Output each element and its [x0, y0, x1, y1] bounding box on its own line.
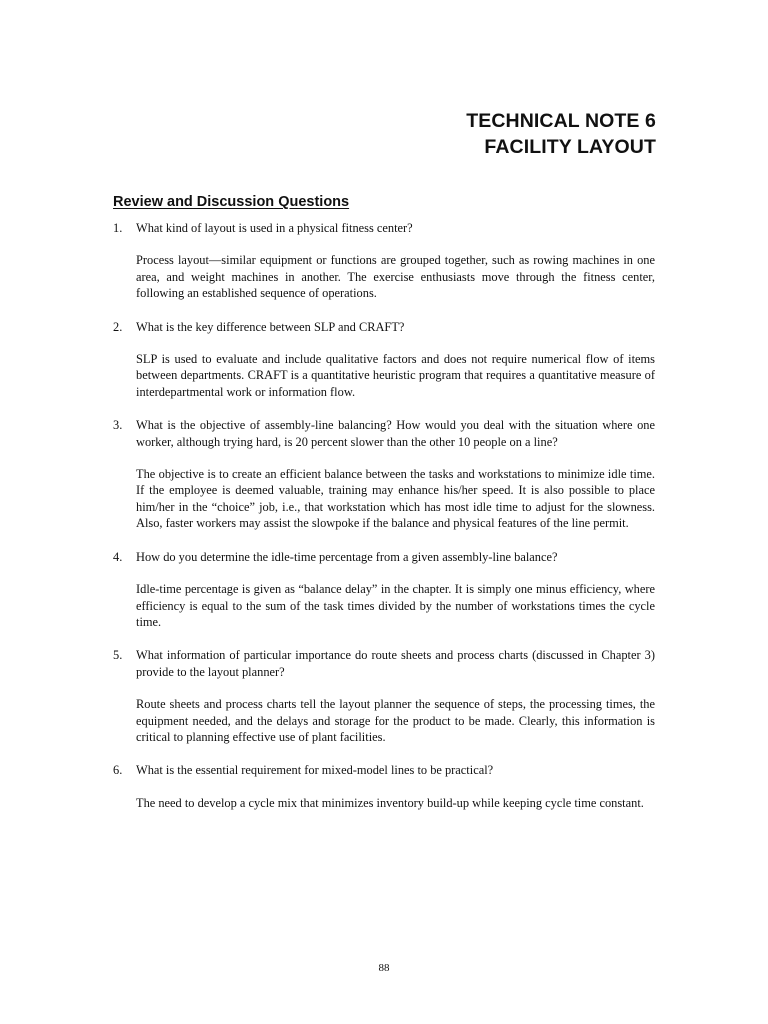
question-item — [113, 220, 655, 302]
answer-text: The objective is to create an efficient balance between the tasks and workstations to minimize idle time. If the employee is deemed valuable, training may enhance his/her speed. It is also possible to place him/her in the “choice” job, i.e., that workstation which has most idle time to adjust for the slowness. Also, faster workers may assist the slowpoke if the balance and physical features of the line permit. — [136, 467, 655, 531]
question-number: 4. — [113, 549, 123, 564]
question-item — [113, 549, 655, 631]
question-text: What is the essential requirement for mixed-model lines to be practical? — [136, 763, 494, 778]
question-item — [113, 647, 655, 745]
question-item — [113, 319, 655, 401]
chapter-subtitle: FACILITY LAYOUT — [484, 136, 656, 158]
answer-text: Idle-time percentage is given as “balance delay” in the chapter. It is simply one minus efficiency, where efficiency is equal to the sum of the task times divided by the number of workstations times the cycle time. — [136, 582, 655, 629]
question-list — [113, 220, 655, 828]
question-number: 5. — [113, 648, 123, 663]
question-text: What is the objective of assembly-line balancing? How would you deal with the situation where one worker, although trying hard, is 20 percent slower than the other 10 people on a line? — [136, 418, 655, 449]
answer-text: Process layout—similar equipment or functions are grouped together, such as rowing machines in one area, and weight machines in another. The exercise enthusiasts move through the fitness center, following an established sequence of operations. — [136, 253, 655, 301]
question-number: 3. — [113, 418, 123, 433]
question-text: How do you determine the idle-time percentage from a given assembly-line balance? — [136, 549, 558, 564]
page-number: 88 — [378, 962, 390, 974]
answer-text: SLP is used to evaluate and include qualitative factors and does not require numerical flow of items between departments. CRAFT is a quantitative heuristic program that requires a quantitative measure of interdepartmental work or information flow. — [136, 352, 655, 399]
answer-text: The need to develop a cycle mix that minimizes inventory build-up while keeping cycle time constant. — [136, 795, 644, 810]
question-number: 1. — [113, 221, 123, 235]
question-number: 6. — [113, 763, 123, 778]
question-item — [113, 762, 655, 811]
question-number: 2. — [113, 319, 123, 334]
answer-text: Route sheets and process charts tell the layout planner the sequence of steps, the processing times, the equipment needed, and the delays and storage for the product to be made. Clearly, this information is critical to planning effective use of plant facilities. — [136, 697, 655, 744]
question-text: What is the key difference between SLP and CRAFT? — [136, 319, 405, 334]
chapter-title: TECHNICAL NOTE 6 — [466, 110, 656, 132]
question-text: What kind of layout is used in a physical fitness center? — [136, 221, 413, 235]
title-block — [466, 108, 656, 160]
section-heading: Review and Discussion Questions — [113, 194, 350, 210]
question-item — [113, 417, 655, 531]
question-text: What information of particular importance do route sheets and process charts (discussed in Chapter 3) provide to the layout planner? — [136, 648, 655, 679]
